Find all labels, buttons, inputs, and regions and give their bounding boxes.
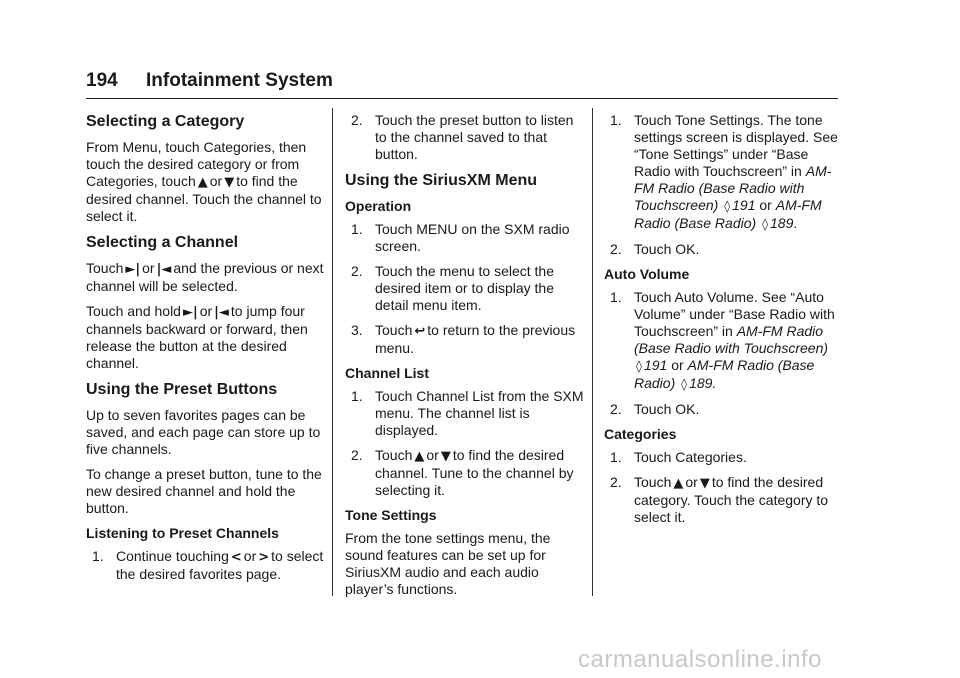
down-arrow-icon: ▼ [699, 476, 710, 491]
page-reference[interactable]: 189. [689, 375, 717, 391]
subheading-listening: Listening to Preset Channels [86, 525, 279, 541]
list-item: 1. Touch Tone Settings. The tone settings screen is displayed. See “Tone Settings” under “Base Radio with Touchscreen” in AM-FM Radio (Base Radio with Touchscreen) ◊ 191 or AM-FM Radio (Base Radio) ◊ 189. [610, 112, 838, 231]
list-item: 2. Touch OK. [610, 241, 700, 257]
paragraph: Up to seven favorites pages can be saved, and each page can store up to five channels. [86, 407, 321, 457]
list-item: 2. Touch the preset button to listen to the channel saved to that button. [351, 112, 574, 162]
column-divider [592, 108, 593, 596]
paragraph: From Menu, touch Categories, then touch the desired category or from Categories, touch ▲ or ▼ to find the desired channel. Touch the channel to select it. [86, 139, 322, 224]
page-reference[interactable]: 191 [643, 357, 668, 373]
next-icon: ►| [182, 305, 198, 320]
heading-selecting-channel: Selecting a Channel [86, 234, 239, 251]
list-item: 2. Touch ▲ or ▼ to find the desired channel. Tune to the channel by selecting it. [351, 447, 574, 498]
subheading-categories: Categories [604, 426, 677, 442]
list-item: 2. Touch OK. [610, 401, 700, 417]
column-3 [604, 112, 844, 534]
up-arrow-icon: ▲ [414, 449, 425, 464]
heading-selecting-category: Selecting a Category [86, 113, 245, 130]
down-arrow-icon: ▼ [440, 449, 451, 464]
back-icon: ↩ [414, 324, 426, 339]
paragraph: Touch ►| or |◄ and the previous or next channel will be selected. [86, 260, 324, 294]
previous-icon: |◄ [156, 262, 172, 277]
up-arrow-icon: ▲ [197, 175, 208, 190]
page-ref-icon: ◊ [636, 359, 642, 373]
cross-reference-link[interactable]: AM-FM Radio (Base Radio with Touchscreen) [634, 163, 832, 213]
paragraph: To change a preset button, tune to the new desired channel and hold the button. [86, 466, 322, 516]
list-item: 1. Touch Channel List from the SXM menu. The channel list is displayed. [351, 388, 584, 438]
list-item: 1. Touch MENU on the SXM radio screen. [351, 221, 570, 254]
heading-preset-buttons: Using the Preset Buttons [86, 381, 278, 398]
up-arrow-icon: ▲ [673, 476, 684, 491]
page-reference[interactable]: 191 [732, 197, 756, 213]
section-title: Infotainment System [146, 70, 333, 91]
down-arrow-icon: ▼ [224, 175, 235, 190]
subheading-operation: Operation [345, 198, 412, 214]
cross-reference-link[interactable]: AM-FM Radio (Base Radio) [634, 357, 815, 391]
list-item: 2. Touch ▲ or ▼ to find the desired category. Touch the category to select it. [610, 474, 829, 525]
chevron-left-icon: < [230, 550, 242, 565]
subheading-auto-volume: Auto Volume [604, 266, 690, 282]
list-item: 3. Touch ↩ to return to the previous menu. [351, 322, 576, 356]
subheading-channel-list: Channel List [345, 365, 430, 381]
next-icon: ►| [125, 262, 141, 277]
list-item: 1. Touch Categories. [610, 449, 747, 465]
page-header [86, 70, 838, 99]
heading-siriusxm-menu: Using the SiriusXM Menu [345, 172, 538, 189]
cross-reference-link[interactable]: AM-FM Radio (Base Radio with Touchscreen) [634, 323, 829, 356]
page-ref-icon: ◊ [724, 199, 731, 213]
subheading-tone-settings: Tone Settings [345, 507, 437, 523]
chevron-right-icon: > [258, 550, 270, 565]
paragraph: From the tone settings menu, the sound features can be set up for SiriusXM audio and each audio player’s functions. [345, 530, 551, 597]
previous-icon: |◄ [214, 305, 229, 320]
page-ref-icon: ◊ [681, 377, 688, 391]
column-divider [332, 108, 333, 596]
list-item: 1. Touch Auto Volume. See “Auto Volume” under “Base Radio with Touchscreen” in AM-FM Radio (Base Radio with Touchscreen) ◊ 191 or AM-FM Radio (Base Radio) ◊ 189. [610, 289, 835, 391]
page-ref-icon: ◊ [762, 217, 768, 231]
list-item: 2. Touch the menu to select the desired item or to display the detail menu item. [351, 263, 554, 313]
column-1 [86, 112, 326, 591]
cross-reference-link[interactable]: AM-FM Radio (Base Radio) [634, 197, 822, 231]
page-number: 194 [86, 70, 118, 91]
list-item: 1. Continue touching < or > to select the desired favorites page. [92, 548, 324, 582]
page-reference[interactable]: 189 [770, 215, 794, 231]
column-2 [345, 112, 585, 606]
paragraph: Touch and hold ►| or |◄ to jump four channels backward or forward, then release the button at the desired channel. [86, 303, 308, 371]
watermark: carmanualsonline.info [578, 646, 822, 673]
